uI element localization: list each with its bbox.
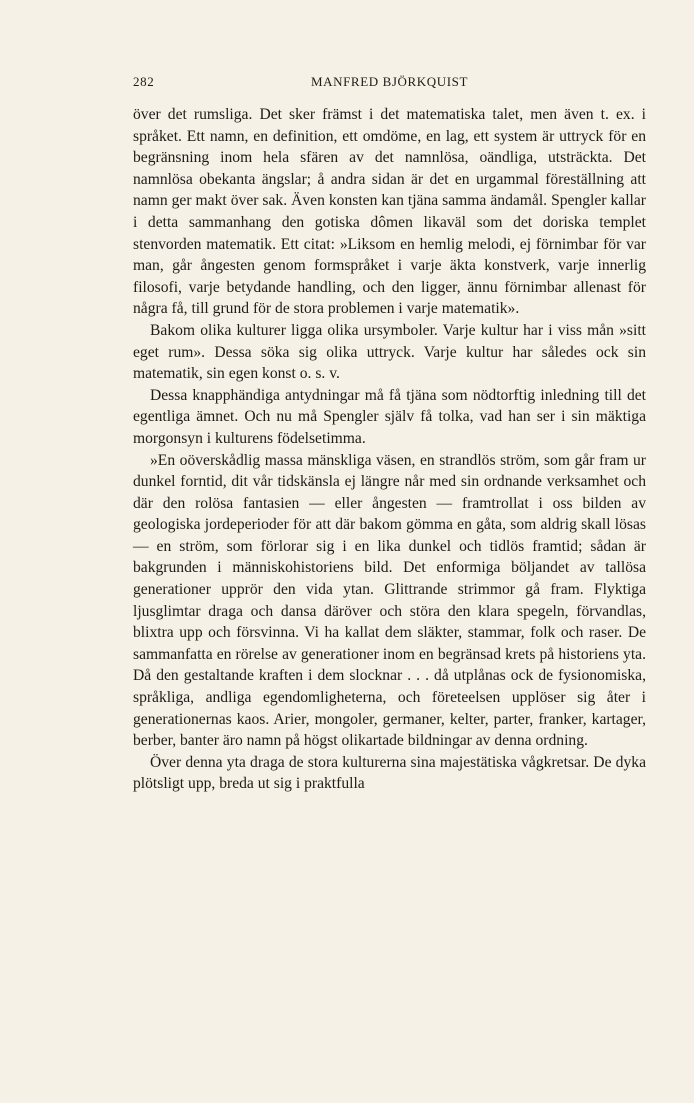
- paragraph: Över denna yta draga de stora kulturerna sina majestätiska vågkretsar. De dyka plötsligt upp, breda ut sig i praktfulla: [133, 753, 646, 793]
- paragraph: »En oöverskådlig massa mänskliga väsen, en strandlös ström, som går fram ur dunkel forntid, dit vår tidskänsla ej längre når med sin ordnande verksamhet och där den rolösa fantasien — eller ångesten — framtrollat i oss bilden av geologiska jordeperioder för att där bakom gömma en gåta, som aldrig skall lösas — en ström, som förlorar sig i en lika dunkel och tidlös framtid; sådan är bakgrunden i människohistoriens bild. Det enformiga böljandet av tallösa generationer upprör den vida ytan. Glittrande strimmor gå fram. Flyktiga ljusglimtar draga och dansa däröver och störa den klara spegeln, förvandlas, blixtra upp och försvinna. Vi ha kallat dem släkter, stammar, folk och raser. De sammanfatta en rörelse av generationer inom en begränsad krets på historiens yta. Då den gestaltande kraften i dem slocknar . . . då utplånas ock de fysionomiska, språkliga, andliga egendomligheterna, och företeelsen upplöser sig åter i generationernas kaos. Arier, mongoler, germaner, kelter, parter, franker, kartager, berber, banter äro namn på högst olikartade bildningar av denna ordning.: [133, 451, 646, 750]
- page-number: 282: [133, 74, 155, 89]
- running-title: MANFRED BJÖRKQUIST: [310, 74, 469, 89]
- page-header: [133, 74, 646, 94]
- paragraph: Bakom olika kulturer ligga olika ursymboler. Varje kultur har i viss mån »sitt eget rum». Dessa söka sig olika uttryck. Varje kultur har således ock sin matematik, sin egen konst o. s. v.: [133, 321, 646, 383]
- paragraph: över det rumsliga. Det sker främst i det matematiska talet, men även t. ex. i språket. Ett namn, en definition, ett omdöme, en lag, ett system är uttryck för en begränsning inom hela sfären av det namnlösa, oändliga, utsträckta. Det namnlösa obekanta ängslar; å andra sidan är det en urgammal föreställning att namn ger makt över sak. Även konsten kan tjäna samma ändamål. Spengler kallar i detta sammanhang den gotiska dômen likaväl som det doriska templet stenvorden matematik. Ett citat: »Liksom en hemlig melodi, ej förnimbar för var man, går ångesten genom formspråket i varje äkta konstverk, varje innerlig filosofi, varje betydande handling, och den ligger, ännu förnimbar allenast för några få, till grund för de stora problemen i varje matematik».: [133, 106, 646, 318]
- paragraph: Dessa knapphändiga antydningar må få tjäna som nödtorftig inledning till det egentliga ämnet. Och nu må Spengler själv få tolka, vad han ser i sin mäktiga morgonsyn i kulturens födelsetimma.: [133, 386, 646, 447]
- body-text: [133, 104, 646, 795]
